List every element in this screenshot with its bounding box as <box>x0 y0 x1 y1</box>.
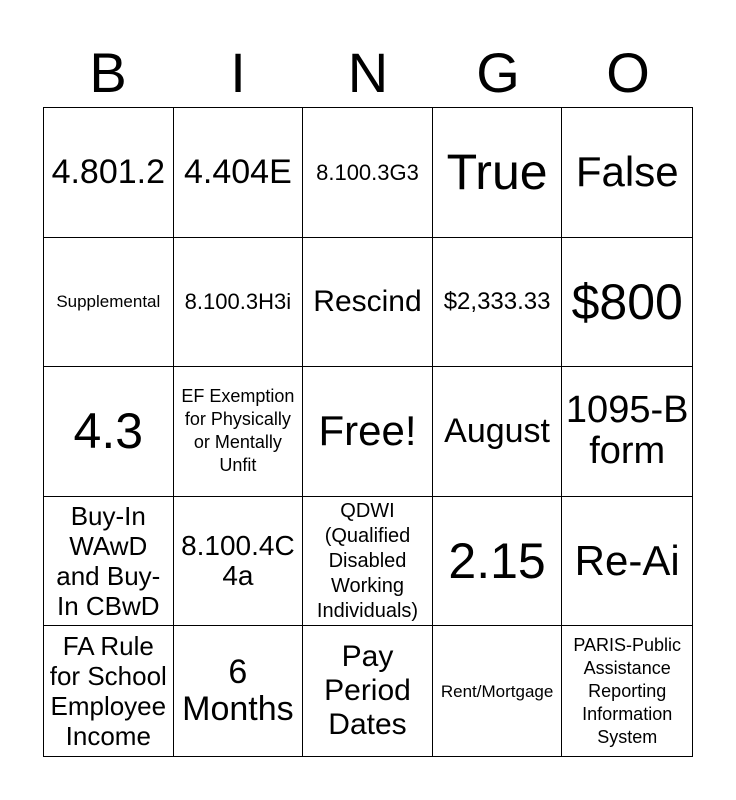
cell-text: 2.15 <box>448 533 546 590</box>
cell-text: Buy-In WAwD and Buy-In CBwD <box>56 501 161 622</box>
cell-text: 1095-B form <box>565 389 689 473</box>
cell-text: True <box>446 144 548 201</box>
cell-text: 4.404E <box>184 152 292 191</box>
cell-text: 4.3 <box>73 403 144 460</box>
bingo-cell <box>303 108 433 238</box>
cell-text: 8.100.3G3 <box>316 159 419 185</box>
bingo-cell <box>562 626 692 756</box>
bingo-cell <box>44 238 174 368</box>
cell-text: PARIS-Public Assistance Reporting Information System <box>573 634 682 747</box>
cell-text: $2,333.33 <box>443 287 551 315</box>
cell-text: $800 <box>571 273 683 330</box>
cell-text: 6 Months <box>182 653 294 729</box>
bingo-cell <box>303 238 433 368</box>
bingo-cell <box>174 238 304 368</box>
bingo-cell <box>562 108 692 238</box>
bingo-cell <box>303 626 433 756</box>
bingo-cell <box>433 108 563 238</box>
cell-text: 4.801.2 <box>51 152 166 191</box>
cell-text: Re-Ai <box>574 537 680 585</box>
bingo-cell <box>174 367 304 497</box>
free-space-text: Free! <box>318 407 417 455</box>
bingo-cell free-space <box>303 367 433 497</box>
cell-text: Rescind <box>313 284 422 318</box>
cell-text: 8.100.4C 4a <box>181 530 295 592</box>
bingo-header <box>43 38 693 108</box>
header-letter-n: N <box>347 41 389 104</box>
cell-text: False <box>575 148 679 196</box>
header-letter-o: O <box>606 41 650 104</box>
bingo-cell <box>433 497 563 627</box>
header-letter-g: G <box>476 41 520 104</box>
bingo-cell <box>562 367 692 497</box>
bingo-cell <box>433 367 563 497</box>
bingo-cell <box>433 238 563 368</box>
cell-text: Rent/Mortgage <box>440 681 554 701</box>
bingo-cell <box>562 497 692 627</box>
bingo-cell <box>562 238 692 368</box>
cell-text: 8.100.3H3i <box>184 289 292 315</box>
cell-text: Pay Period Dates <box>324 640 411 742</box>
bingo-cell <box>174 497 304 627</box>
cell-text: Supplemental <box>56 292 161 312</box>
header-letter-i: I <box>230 41 246 104</box>
cell-text: EF Exemption for Physically or Mentally Unfit <box>181 386 295 476</box>
header-letter-b: B <box>89 41 127 104</box>
bingo-cell <box>174 626 304 756</box>
bingo-cell <box>303 497 433 627</box>
bingo-cell <box>174 108 304 238</box>
bingo-cell <box>44 367 174 497</box>
cell-text: QDWI (Qualified Disabled Working Individuals) <box>316 499 419 622</box>
bingo-cell <box>433 626 563 756</box>
bingo-cell <box>44 108 174 238</box>
cell-text: FA Rule for School Employee Income <box>49 631 167 752</box>
cell-text: August <box>444 411 551 450</box>
bingo-cell <box>44 626 174 756</box>
bingo-cell <box>44 497 174 627</box>
bingo-board <box>43 107 693 757</box>
